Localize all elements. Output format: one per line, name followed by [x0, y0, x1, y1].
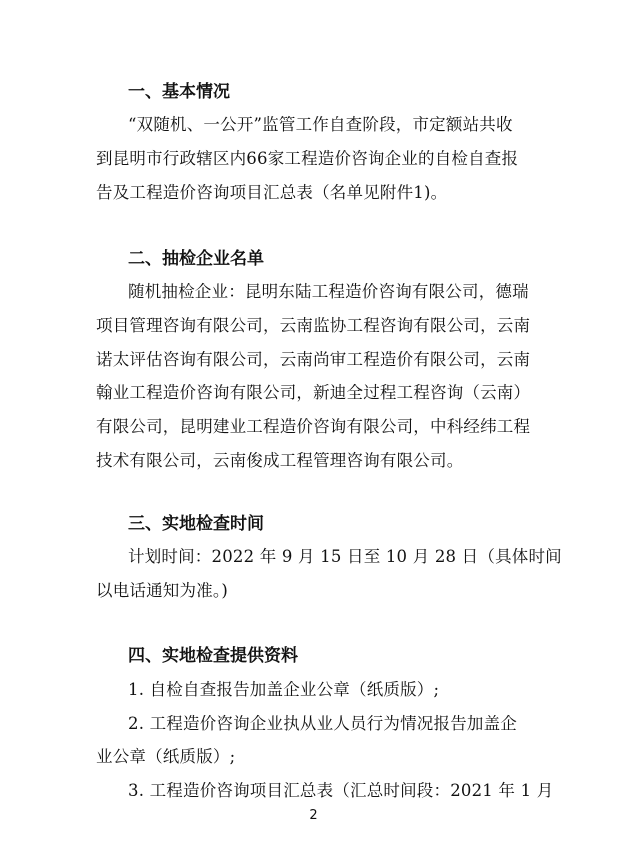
list-item: 1. 自检自查报告加盖企业公章（纸质版）;	[128, 680, 440, 699]
paragraph-line: 随机抽检企业：昆明东陆工程造价咨询有限公司，德瑞	[128, 282, 529, 301]
paragraph-line: 告及工程造价咨询项目汇总表（名单见附件1)。	[96, 183, 448, 202]
list-item: 2. 工程造价咨询企业执从业人员行为情况报告加盖企	[128, 714, 517, 733]
paragraph-line: 计划时间：2022 年 9 月 15 日至 10 月 28 日（具体时间	[128, 547, 562, 566]
paragraph-line: 技术有限公司，云南俊成工程管理咨询有限公司。	[96, 451, 464, 470]
paragraph-line: 项目管理咨询有限公司，云南监协工程咨询有限公司，云南	[96, 316, 531, 335]
list-item: 3. 工程造价咨询项目汇总表（汇总时间段：2021 年 1 月	[128, 781, 554, 800]
paragraph-line: 到昆明市行政辖区内66家工程造价咨询企业的自检自查报	[96, 149, 519, 168]
paragraph-line: 诺太评估咨询有限公司，云南尚审工程造价有限公司，云南	[96, 350, 531, 369]
section-heading-inspection-time: 三、实地检查时间	[128, 514, 264, 534]
page-number: 2	[309, 808, 318, 823]
section-heading-basic-situation: 一、基本情况	[128, 82, 230, 102]
section-heading-sampled-companies: 二、抽检企业名单	[128, 249, 264, 269]
paragraph-line: 翰业工程造价咨询有限公司，新迪全过程工程咨询（云南）	[96, 383, 531, 402]
paragraph-line: 有限公司，昆明建业工程造价咨询有限公司，中科经纬工程	[96, 417, 531, 436]
paragraph-line: “双随机、一公开”监管工作自查阶段，市定额站共收	[128, 115, 513, 134]
list-item-continuation: 业公章（纸质版）;	[96, 747, 236, 766]
paragraph-line: 以电话通知为准。)	[96, 581, 228, 600]
section-heading-required-materials: 四、实地检查提供资料	[128, 646, 298, 666]
